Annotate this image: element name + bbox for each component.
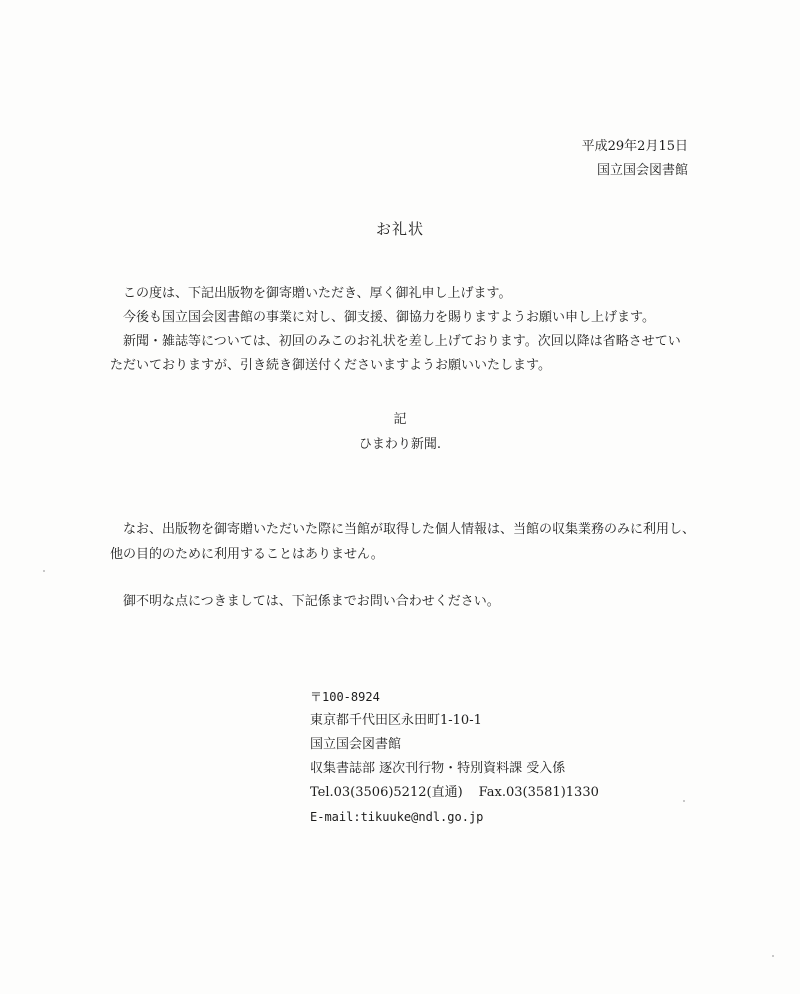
scan-speck xyxy=(43,570,45,572)
contact-tel: Tel.03(3506)5212(直通) xyxy=(310,785,463,800)
publication-name: ひまわり新聞. xyxy=(358,437,442,452)
header-block xyxy=(582,135,688,183)
contact-organization: 国立国会図書館 xyxy=(310,737,402,752)
inquiry-section xyxy=(110,590,700,614)
privacy-notice: なお、出版物を御寄贈いただいた際に当館が取得した個人情報は、当館の収集業務のみに利用し、他の目的のために利用することはありません。 xyxy=(110,522,696,562)
contact-block xyxy=(310,685,599,829)
letter-title: お礼状 xyxy=(375,220,424,238)
contact-address: 東京都千代田区永田町1-10-1 xyxy=(310,713,482,728)
body-paragraph-thanks: この度は、下記出版物を御寄贈いただき、厚く御礼申し上げます。 xyxy=(123,286,512,301)
contact-fax: Fax.03(3581)1330 xyxy=(478,785,599,800)
ki-label: 記 xyxy=(393,412,407,427)
inquiry-notice: 御不明な点につきましては、下記係までお問い合わせください。 xyxy=(123,594,500,609)
contact-email: E-mail:tikuuke@ndl.go.jp xyxy=(310,810,484,824)
privacy-section xyxy=(110,517,700,567)
body-paragraph-periodicals: 新聞・雑誌等については、初回のみこのお礼状を差し上げております。次回以降は省略させていただいておりますが、引き続き御送付くださいますようお願いいたします。 xyxy=(110,334,681,373)
postal-code: 〒100-8924 xyxy=(310,690,380,704)
scan-speck xyxy=(772,955,774,957)
sender-name: 国立国会図書館 xyxy=(596,163,688,178)
phone-fax-row xyxy=(310,781,599,805)
record-section xyxy=(0,407,800,457)
letter-date: 平成29年2月15日 xyxy=(581,139,688,154)
body-paragraph-support: 今後も国立国会図書館の事業に対し、御支援、御協力を賜りますようお願い申し上げます。 xyxy=(123,310,655,325)
letter-body xyxy=(110,282,690,378)
contact-department: 収集書誌部 逐次刊行物・特別資料課 受入係 xyxy=(310,761,566,776)
scan-speck xyxy=(683,800,685,802)
